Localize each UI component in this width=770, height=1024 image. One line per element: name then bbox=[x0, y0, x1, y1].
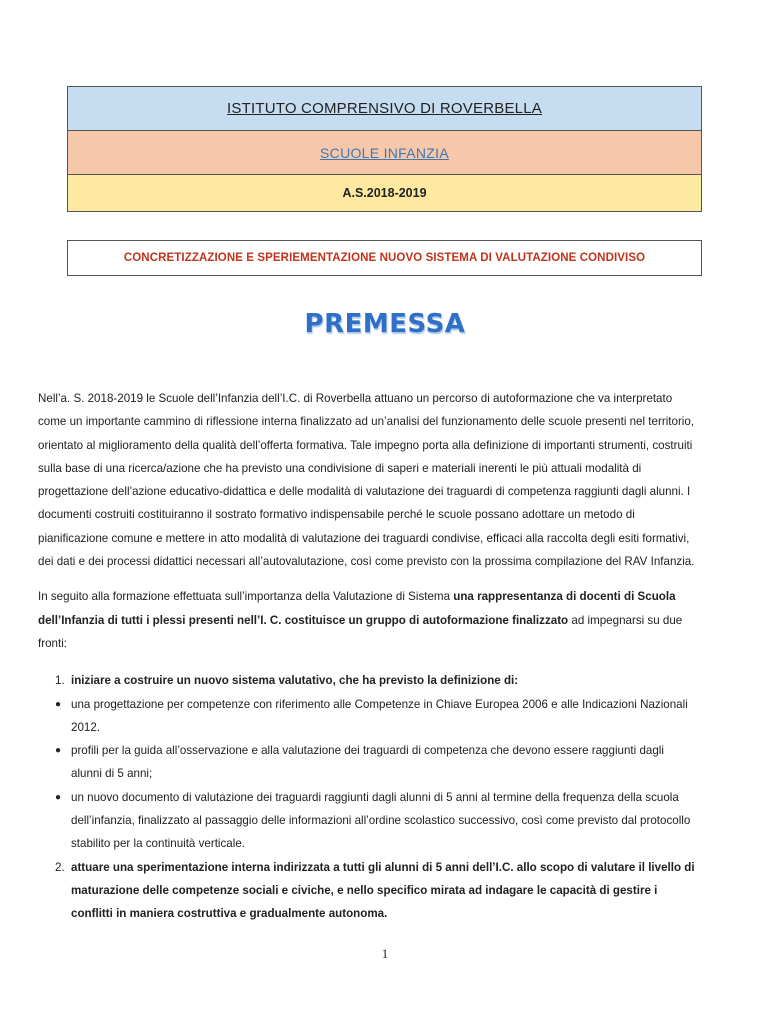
bullet-item bbox=[38, 739, 698, 786]
school-year-row bbox=[68, 175, 701, 211]
school-year: A.S.2018-2019 bbox=[342, 186, 427, 200]
bullet-text: una progettazione per competenze con riferimento alle Competenze in Chiave Europea 2006 e alle Indicazioni Nazionali 2012. bbox=[71, 697, 688, 734]
list-item-text: attuare una sperimentazione interna indirizzata a tutti gli alunni di 5 anni dell’I.C. allo scopo di valutare il livello di maturazione delle competenze sociali e civiche, e nello specifico mirata ad indagare le capacità di gestire i conflitti in maniera costruttiva e gradualmente autonoma. bbox=[71, 860, 695, 921]
school-name-row bbox=[68, 87, 701, 131]
subject-box bbox=[67, 240, 702, 276]
page-number: 1 bbox=[381, 946, 389, 961]
list-item-text: iniziare a costruire un nuovo sistema valutativo, che ha previsto la definizione di: bbox=[71, 674, 519, 688]
formation-lead: In seguito alla formazione effettuata sull’importanza della Valutazione di Sistema bbox=[38, 590, 454, 604]
formation-tail: ad impegnarsi su due fronti: bbox=[38, 613, 683, 650]
document-body bbox=[38, 387, 698, 926]
formation-bold: una rappresentanza di docenti di Scuola dell’Infanzia di tutti i plessi presenti nell’I. C. costituisce un gruppo di autoformazione finalizzato bbox=[38, 590, 676, 627]
bullet-icon: ● bbox=[55, 698, 62, 710]
bullet-list bbox=[38, 693, 698, 856]
list-number: 1. bbox=[55, 674, 65, 688]
bullet-icon: ● bbox=[55, 745, 62, 757]
school-kind-row bbox=[68, 131, 701, 175]
header-table bbox=[67, 86, 702, 212]
list-item bbox=[38, 856, 698, 926]
formation-paragraph bbox=[38, 585, 698, 655]
objectives-list-continued bbox=[38, 856, 698, 926]
objectives-list bbox=[38, 669, 698, 692]
bullet-item bbox=[38, 786, 698, 856]
school-name: ISTITUTO COMPRENSIVO DI ROVERBELLA bbox=[227, 100, 542, 117]
bullet-icon: ● bbox=[55, 791, 62, 803]
list-item bbox=[38, 669, 698, 692]
intro-paragraph: Nell’a. S. 2018-2019 le Scuole dell’Infanzia dell’I.C. di Roverbella attuano un percorso di autoformazione che va interpretato come un importante cammino di riflessione interna finalizzato ad un’analisi del funzionamento delle scuole presenti nel territorio, orientato al miglioramento della qualità dell’offerta formativa. Tale impegno porta alla definizione di importanti strumenti, costruiti sulla base di una ricerca/azione che ha previsto una condivisione di saperi e materiali inerenti le più attuali modalità di progettazione dell’azione educativo-didattica e delle modalità di valutazione dei traguardi di competenza raggiunti dagli alunni. I documenti costruiti costituiranno il sostrato formativo indispensabile perché le scuole possano adottare un metodo di pianificazione comune e mettere in atto modalità di valutazione dei traguardi condivise, efficaci alla raccolta degli esiti formativi, dei dati e dei processi didattici necessari all’autovalutazione, così come previsto con la prossima compilazione del RAV Infanzia. bbox=[38, 392, 695, 569]
bullet-text: profili per la guida all’osservazione e alla valutazione dei traguardi di competenza che devono essere raggiunti dagli alunni di 5 anni; bbox=[71, 744, 664, 781]
list-number: 2. bbox=[55, 860, 65, 874]
bullet-text: un nuovo documento di valutazione dei traguardi raggiunti dagli alunni di 5 anni al termine della frequenza della scuola dell’infanzia, finalizzato al passaggio delle informazioni all’ordine scolastico successivo, così come previsto dal protocollo stabilito per la continuità verticale. bbox=[71, 790, 691, 851]
section-title: PREMESSA bbox=[304, 309, 466, 339]
school-kind: SCUOLE INFANZIA bbox=[320, 144, 449, 161]
subject-title: CONCRETIZZAZIONE E SPERIEMENTAZIONE NUOVO SISTEMA DI VALUTAZIONE CONDIVISO bbox=[123, 252, 646, 264]
bullet-item bbox=[38, 693, 698, 740]
